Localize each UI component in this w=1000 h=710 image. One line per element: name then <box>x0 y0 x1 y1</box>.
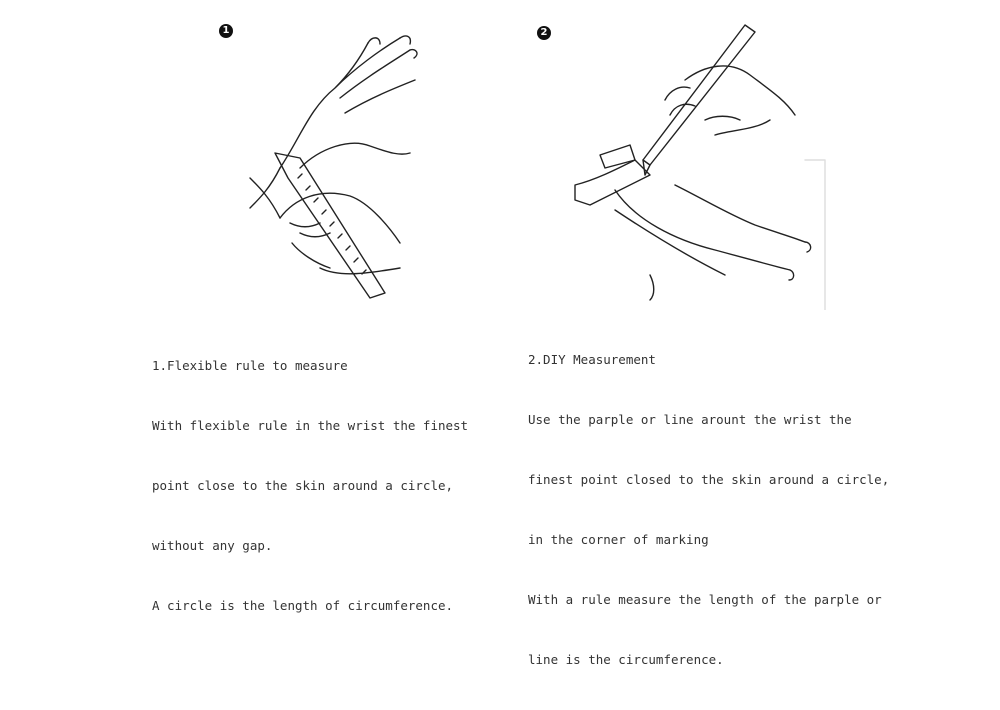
step-2-line: line is the circumference. <box>528 652 724 667</box>
step-1-line: A circle is the length of circumference. <box>152 598 454 613</box>
step-1-line: With flexible rule in the wrist the finest <box>152 418 469 433</box>
step-1-panel <box>0 0 500 613</box>
step-2-badge: 2 <box>537 26 551 40</box>
step-2-line: Use the parple or line arount the wrist the <box>528 412 852 427</box>
step-1-line: point close to the skin around a circle, <box>152 478 454 493</box>
step-2-panel <box>500 0 1000 667</box>
step-1-line: without any gap. <box>152 538 273 553</box>
step-2-title: 2.DIY Measurement <box>528 352 656 367</box>
step-2-line: With a rule measure the length of the parple or <box>528 592 882 607</box>
step-1-title: 1.Flexible rule to measure <box>152 358 348 373</box>
step-1-badge: 1 <box>219 24 233 38</box>
step-1-caption <box>152 316 468 656</box>
step-2-line: finest point closed to the skin around a circle, <box>528 472 890 487</box>
step-2-line: in the corner of marking <box>528 532 709 547</box>
wrist-tape-measure-illustration <box>240 28 420 308</box>
wrist-pen-marking-illustration <box>555 20 855 310</box>
step-2-caption <box>528 310 889 710</box>
